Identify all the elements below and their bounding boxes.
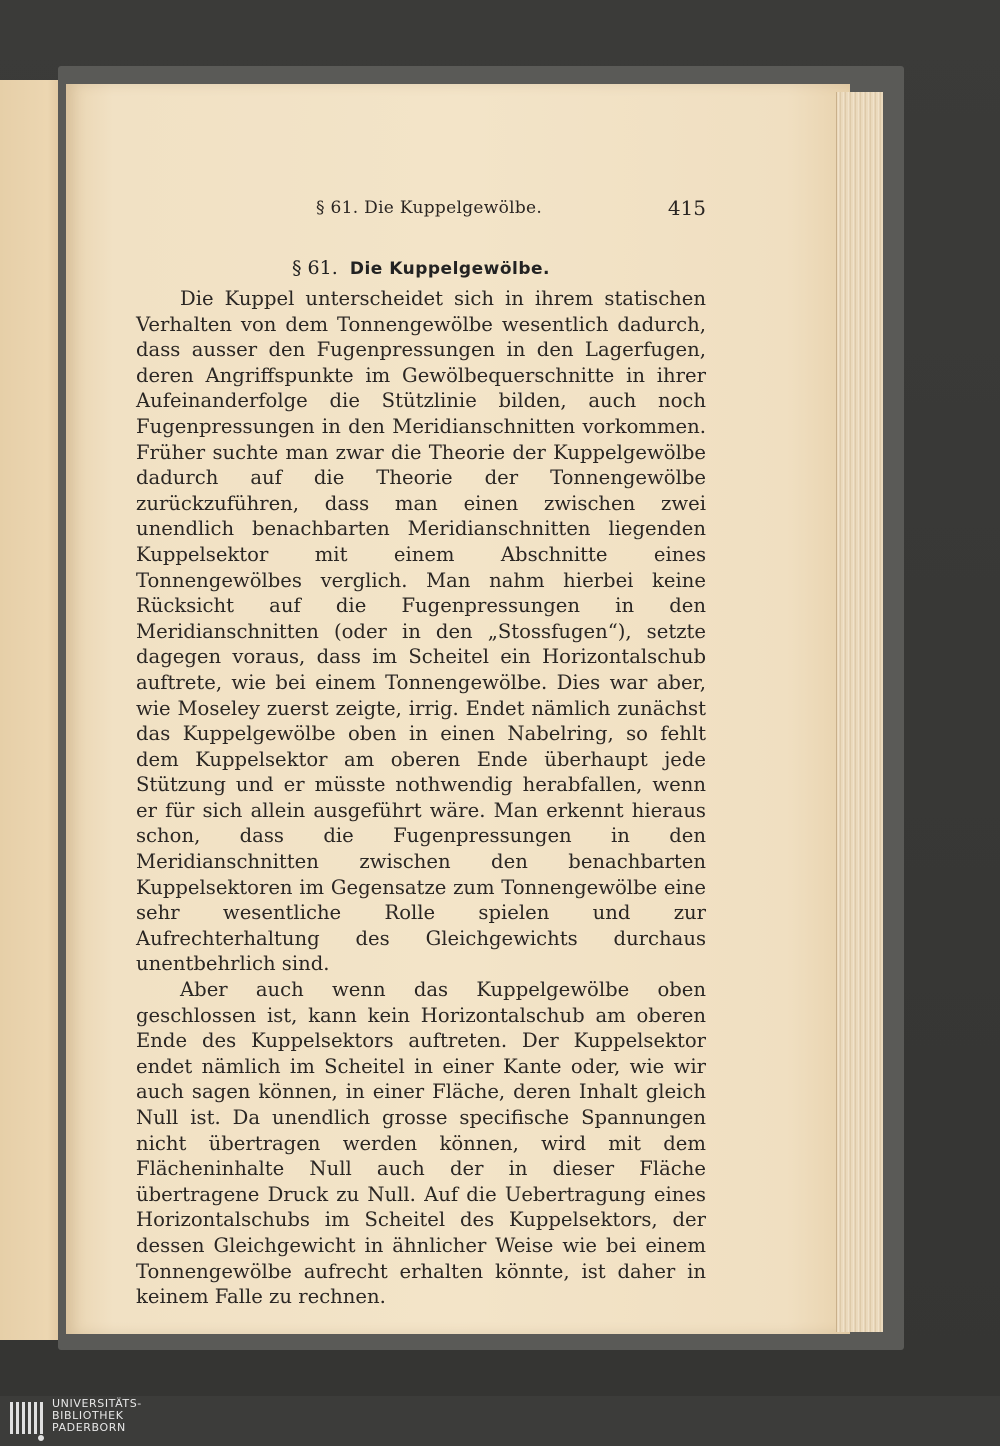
logo-line-1: UNIVERSITÄTS-	[52, 1397, 142, 1410]
library-logo-icon	[8, 1400, 48, 1442]
section-title	[136, 257, 706, 279]
page-block-edges	[836, 92, 883, 1332]
paragraph-2: Aber auch wenn das Kuppelgewölbe oben geschlossen ist, kann kein Horizontalschub am oberen Ende des Kuppelsektors auftreten. Der Kuppelsektor endet nämlich im Scheitel in einer Kante oder, wie wir auch sagen können, in einer Fläche, deren Inhalt gleich Null ist. Da unendlich grosse specifische Spannungen nicht übertragen werden können, wird mit dem Flächeninhalte Null auch der in dieser Fläche übertragene Druck zu Null. Auf die Uebertragung eines Horizontalschubs im Scheitel des Kuppelsektors, der dessen Gleichgewicht in ähnlicher Weise wie bei einem Tonnengewölbe aufrecht erhalten könnte, ist daher in keinem Falle zu rechnen.	[136, 978, 706, 1309]
section-name: Die Kuppelgewölbe.	[349, 259, 550, 279]
paragraph-1: Die Kuppel unterscheidet sich in ihrem statischen Verhalten von dem Tonnengewölbe wesentlich dadurch, dass ausser den Fugenpressungen in den Lagerfugen, deren Angriffspunkte im Gewölbequerschnitte in ihrer Aufeinanderfolge die Stützlinie bilden, auch noch Fugenpressungen in den Meridianschnitten vorkommen. Früher suchte man zwar die Theorie der Kuppelgewölbe dadurch auf die Theorie der Tonnengewölbe zurückzuführen, dass man einen zwischen zwei unendlich benachbarten Meridianschnitten liegenden Kuppelsektor mit einem Abschnitte eines Tonnengewölbes verglich. Man nahm hierbei keine Rücksicht auf die Fugenpressungen in den Meridianschnitten (oder in den „Stossfugen“), setzte dagegen voraus, dass im Scheitel ein Horizontalschub auftrete, wie bei einem Tonnengewölbe. Dies war aber, wie Moseley zuerst zeigte, irrig. Endet nämlich zunächst das Kuppelgewölbe oben in einen Nabelring, so fehlt dem Kuppelsektor am oberen Ende überhaupt jede Stützung und er müsste nothwendig herabfallen, wenn er für sich allein ausgeführt wäre. Man erkennt hieraus schon, dass die Fugenpressungen in den Meridianschnitten zwischen den benachbarten Kuppelsektoren im Gegensatze zum Tonnengewölbe eine sehr wesentliche Rolle spielen und zur Aufrechterhaltung des Gleichgewichts durchaus unentbehrlich sind.	[136, 287, 706, 976]
logo-line-3: PADERBORN	[52, 1421, 126, 1434]
running-header	[136, 196, 706, 222]
library-logo-text	[52, 1398, 252, 1434]
section-number: § 61.	[292, 257, 338, 279]
page-number: 415	[667, 196, 706, 220]
body-text	[136, 286, 706, 1310]
running-header-section: § 61. Die Kuppelgewölbe.	[316, 198, 543, 218]
logo-line-2: BIBLIOTHEK	[52, 1409, 124, 1422]
